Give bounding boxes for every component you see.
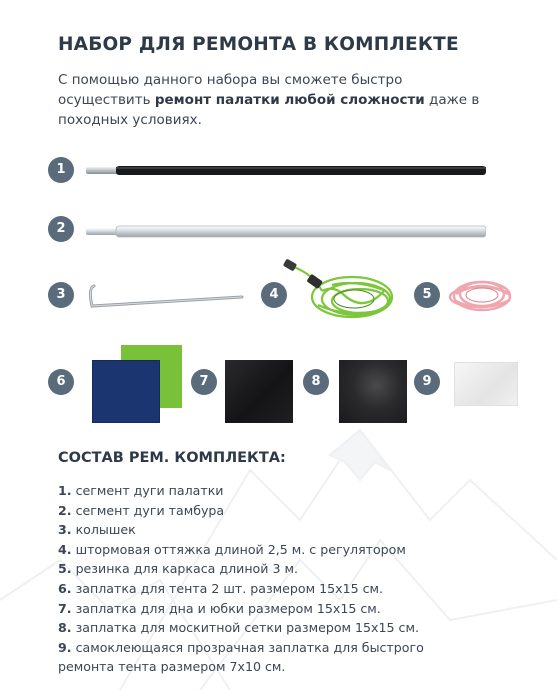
intro-part1: С помощью данного набора вы сможете быстро осуществить bbox=[58, 72, 403, 108]
item-number-badge: 8 bbox=[303, 369, 329, 395]
item-number-badge: 3 bbox=[48, 282, 74, 308]
item-number-badge: 2 bbox=[48, 216, 74, 242]
awning-patch-blue-swatch bbox=[92, 360, 160, 423]
intro-bold: ремонт палатки любой сложности bbox=[154, 92, 425, 108]
intro-part2: даже в походных условиях. bbox=[58, 92, 480, 128]
list-item: 6. заплатка для тента 2 шт. размером 15x15 см. bbox=[58, 580, 384, 596]
intro-text bbox=[58, 70, 498, 130]
item-number-badge: 6 bbox=[48, 369, 74, 395]
list-item: 9. самоклеющаяся прозрачная заплатка для быстрого bbox=[58, 639, 424, 655]
item-number-badge: 1 bbox=[48, 157, 74, 183]
composition-heading: СОСТАВ РЕМ. КОМПЛЕКТА: bbox=[58, 450, 286, 466]
list-item: 4. штормовая оттяжка длиной 2,5 м. с регулятором bbox=[58, 541, 406, 557]
composition-list bbox=[58, 481, 424, 677]
item-number-badge: 5 bbox=[414, 282, 440, 308]
page-title: НАБОР ДЛЯ РЕМОНТА В КОМПЛЕКТЕ bbox=[58, 34, 459, 55]
list-item: 2. сегмент дуги тамбура bbox=[58, 502, 225, 518]
item-number-badge: 9 bbox=[414, 369, 440, 395]
list-item: 3. колышек bbox=[58, 522, 136, 538]
elastic-cord-icon bbox=[446, 270, 518, 318]
floor-patch-swatch bbox=[225, 360, 293, 423]
list-item: 5. резинка для каркаса длиной 3 м. bbox=[58, 561, 298, 577]
mesh-patch-swatch bbox=[339, 360, 407, 423]
black-pole-segment-icon bbox=[86, 160, 486, 182]
guy-line-icon bbox=[274, 255, 409, 327]
list-item: 1. сегмент дуги палатки bbox=[58, 483, 224, 498]
tent-peg-icon bbox=[84, 282, 248, 312]
silver-pole-segment-icon bbox=[86, 221, 486, 243]
item-number-badge: 7 bbox=[191, 369, 217, 395]
item-number-badge: 4 bbox=[261, 282, 287, 308]
list-item: ремонта тента размером 7x10 см. bbox=[58, 659, 286, 675]
list-item: 7. заплатка для дна и юбки размером 15x15 см. bbox=[58, 600, 381, 616]
list-item: 8. заплатка для москитной сетки размером 15x15 см. bbox=[58, 620, 419, 636]
transparent-patch-swatch bbox=[454, 362, 518, 406]
